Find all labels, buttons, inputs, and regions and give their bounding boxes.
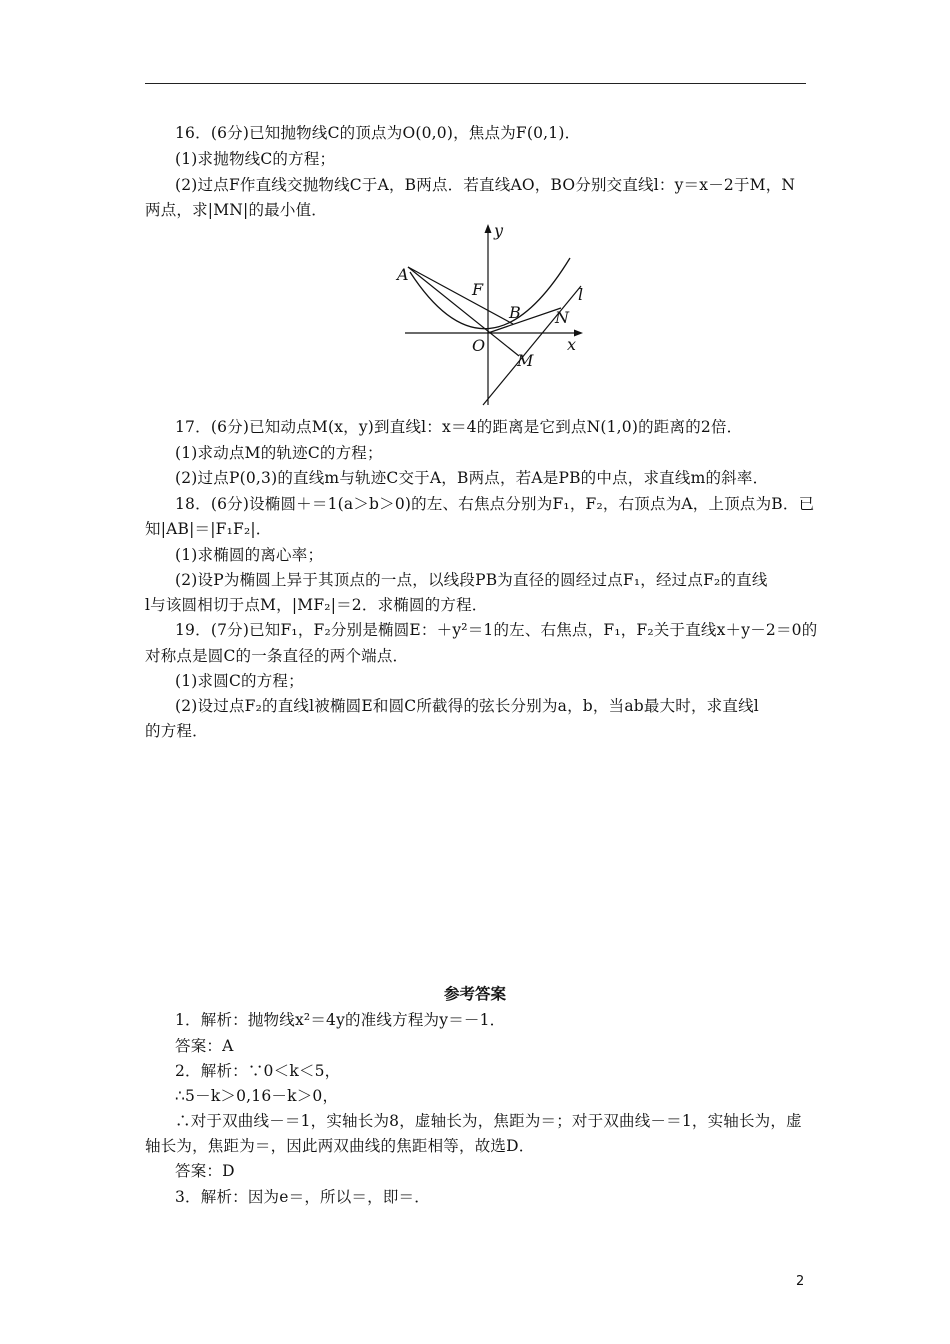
line-bo — [488, 308, 561, 333]
answers-heading: 参考答案 — [443, 985, 506, 1003]
label-f: F — [472, 280, 484, 299]
problem-19-part-2: (2)设过点F₂的直线l被椭圆E和圆C所截得的弦长分别为a，b，当ab最大时，求直线l — [175, 697, 759, 715]
problem-18-stem-cont: 知|AB|＝|F₁F₂|． — [145, 520, 272, 538]
page-number: 2 — [796, 1274, 805, 1289]
answer-1-result: 答案：A — [175, 1037, 234, 1055]
problem-17-part-2: (2)过点P(0,3)的直线m与轨迹C交于A，B两点，若A是PB的中点，求直线m的斜率． — [175, 469, 769, 487]
label-o: O — [472, 336, 486, 355]
problem-16-part-2-cont: 两点，求|MN|的最小值． — [145, 201, 327, 219]
problem-19-stem: 19．(7分)已知F₁，F₂分别是椭圆E：＋y²＝1的左、右焦点，F₁，F₂关于直线x＋y－2＝0的 — [175, 621, 818, 639]
label-y: y — [494, 221, 504, 240]
problem-18-part-2-cont: l与该圆相切于点M，|MF₂|＝2．求椭圆的方程． — [145, 596, 488, 614]
answer-2-analysis: 2．解析：∵0＜k＜5， — [175, 1062, 341, 1080]
problem-19-stem-cont: 对称点是圆C的一条直径的两个端点． — [145, 647, 409, 665]
label-l: l — [578, 285, 584, 304]
answer-2-result: 答案：D — [175, 1162, 235, 1180]
y-axis-arrow — [485, 224, 492, 233]
chord-ab — [408, 267, 513, 324]
problem-16-stem: 16．(6分)已知抛物线C的顶点为O(0,0)，焦点为F(0,1)． — [175, 124, 581, 142]
problem-17-part-1: (1)求动点M的轨迹C的方程； — [175, 444, 383, 462]
problem-19-part-2-cont: 的方程． — [145, 722, 208, 740]
problem-19-part-1: (1)求圆C的方程； — [175, 672, 304, 690]
answer-1-analysis: 1．解析：抛物线x²＝4y的准线方程为y＝－1． — [175, 1011, 506, 1029]
problem-18-stem: 18．(6分)设椭圆＋＝1(a＞b＞0)的左、右焦点分别为F₁，F₂，右顶点为A，上顶点为B．已 — [175, 495, 815, 513]
answer-2-step-3-cont: 轴长为，焦距为＝，因此两双曲线的焦距相等，故选D． — [145, 1137, 535, 1155]
problem-16-part-1: (1)求抛物线C的方程； — [175, 150, 336, 168]
header-rule — [145, 83, 806, 84]
label-x: x — [567, 335, 577, 354]
problem-18-part-1: (1)求椭圆的离心率； — [175, 546, 324, 564]
label-m: M — [517, 351, 534, 370]
problem-16-part-2: (2)过点F作直线交抛物线C于A，B两点．若直线AO，BO分别交直线l：y＝x－2于M，N — [175, 176, 796, 194]
answer-3-analysis: 3．解析：因为e＝，所以＝，即＝． — [175, 1188, 430, 1206]
label-a: A — [397, 265, 409, 284]
line-ao — [408, 267, 519, 356]
problem-18-part-2: (2)设P为椭圆上异于其顶点的一点，以线段PB为直径的圆经过点F₁，经过点F₂的直线 — [175, 571, 768, 589]
label-b: B — [509, 303, 521, 322]
parabola-curve — [410, 258, 570, 329]
answer-2-step-2: ∴5－k＞0,16－k＞0， — [175, 1087, 339, 1105]
answer-2-step-3: ∴对于双曲线－＝1，实轴长为8，虚轴长为，焦距为＝；对于双曲线－＝1，实轴长为，虚 — [175, 1112, 802, 1130]
problem-17-stem: 17．(6分)已知动点M(x，y)到直线l：x＝4的距离是它到点N(1,0)的距离的2倍． — [175, 418, 743, 436]
label-n: N — [555, 308, 569, 327]
parabola-figure — [395, 220, 595, 410]
